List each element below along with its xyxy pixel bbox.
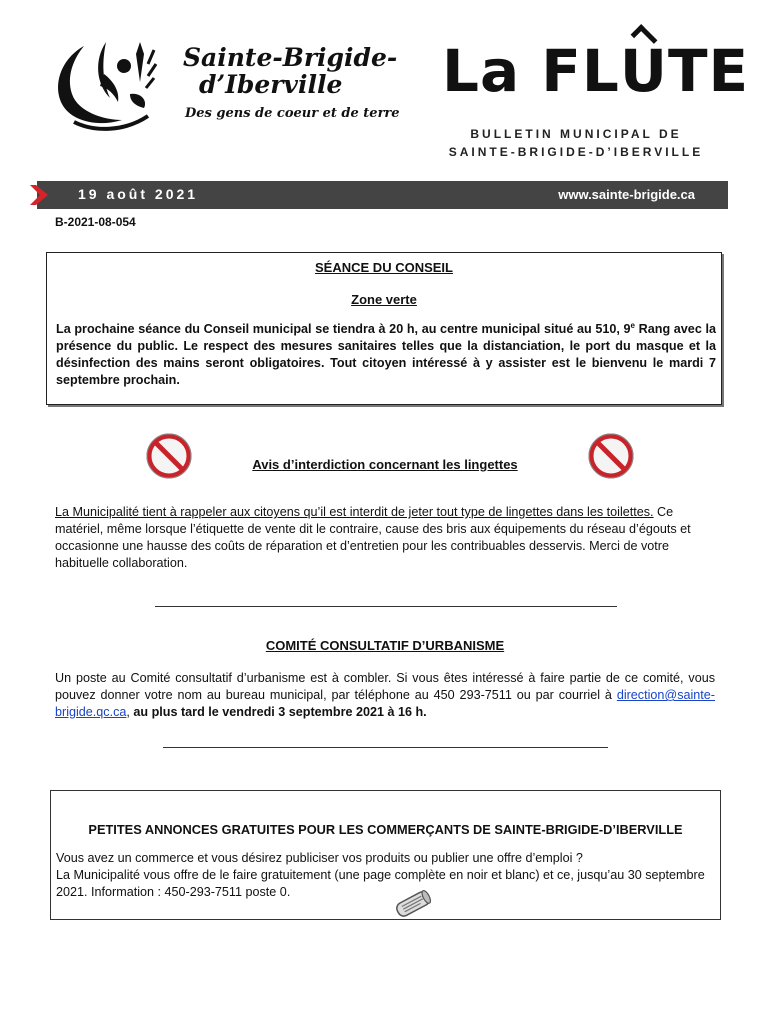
no-entry-icon <box>588 433 634 479</box>
municipality-logo <box>44 36 162 136</box>
annonces-line2: La Municipalité vous offre de le faire gratuitement (une page complète en noir et blanc) et ce, jusqu’au 30 septembre 2021. Information : 450-293-7511 poste 0. <box>56 868 705 899</box>
urbanisme-body <box>55 670 715 721</box>
annonces-section <box>50 790 721 920</box>
email-link[interactable]: direction@sainte-brigide.qc.ca <box>55 688 715 719</box>
bulletin-subtitle-line1: BULLETIN MUNICIPAL DE <box>470 127 682 141</box>
bulletin-subtitle-line2: SAINTE-BRIGIDE-D’IBERVILLE <box>448 145 704 159</box>
newspaper-icon <box>392 888 434 920</box>
annonces-title: PETITES ANNONCES GRATUITES POUR LES COMMERÇANTS DE SAINTE-BRIGIDE-D’IBERVILLE <box>88 822 683 837</box>
town-name <box>183 44 397 98</box>
conseil-section <box>46 252 722 405</box>
bulletin-title-u: U <box>619 37 668 105</box>
conseil-body-b: Rang avec la présence du public. Le respect des mesures sanitaires telles que la distanciation, le port du masque et la désinfection des mains seront obligatoires. Tout citoyen intéressé à y assister est le bienvenu le mardi 7 septembre prochain. <box>56 322 716 387</box>
bulletin-title <box>442 38 749 104</box>
lingettes-title: Avis d’interdiction concernant les lingettes <box>252 457 518 472</box>
bulletin-subtitle <box>442 125 710 161</box>
annonces-line1: Vous avez un commerce et vous désirez publiciser vos produits ou publier une offre d’emploi ? <box>56 851 583 865</box>
lingettes-body-first: La Municipalité tient à rappeler aux citoyens qu’il est interdit de jeter tout type de lingettes dans les toilettes. <box>55 505 654 519</box>
urbanisme-title: COMITÉ CONSULTATIF D’URBANISME <box>265 638 505 653</box>
conseil-body <box>56 321 716 389</box>
slogan: Des gens de coeur et de terre <box>185 106 400 121</box>
conseil-subtitle: Zone verte <box>351 292 417 307</box>
divider <box>155 606 617 607</box>
conseil-body-sup: e <box>630 320 635 330</box>
website-link[interactable]: www.sainte-brigide.ca <box>558 187 695 202</box>
no-entry-icon <box>146 433 192 479</box>
reference-code: B-2021-08-054 <box>55 215 136 229</box>
bulletin-title-suffix: TE <box>667 37 750 105</box>
chevron-right-icon <box>30 181 50 209</box>
issue-date: 19 août 2021 <box>78 186 199 202</box>
lingettes-body-rest: Ce matériel, même lorsque l’étiquette de vente dit le contraire, cause des bris aux équipements du réseau d’égouts et occasionne une hausse des coûts de réparation et d’entretien pour les contribuables desservis. Merci de votre habituelle collaboration. <box>55 505 691 570</box>
urbanisme-separator: , <box>126 705 134 719</box>
conseil-title: SÉANCE DU CONSEIL <box>315 260 453 275</box>
urbanisme-body-text: Un poste au Comité consultatif d’urbanisme est à combler. Si vous êtes intéressé à faire partie de ce comité, vous pouvez donner votre nom au bureau municipal, par téléphone au 450 293-7511 ou par courriel à <box>55 671 715 702</box>
bulletin-title-prefix: La FL <box>442 37 620 105</box>
town-name-line1: Sainte-Brigide- <box>183 43 398 72</box>
annonces-body <box>56 850 716 901</box>
lingettes-body <box>55 504 715 572</box>
town-name-line2: d’Iberville <box>199 70 343 99</box>
conseil-body-a: La prochaine séance du Conseil municipal se tiendra à 20 h, au centre municipal situé au 510, 9 <box>56 322 631 336</box>
urbanisme-deadline: au plus tard le vendredi 3 septembre 2021 à 16 h. <box>133 705 427 719</box>
divider <box>163 747 608 748</box>
